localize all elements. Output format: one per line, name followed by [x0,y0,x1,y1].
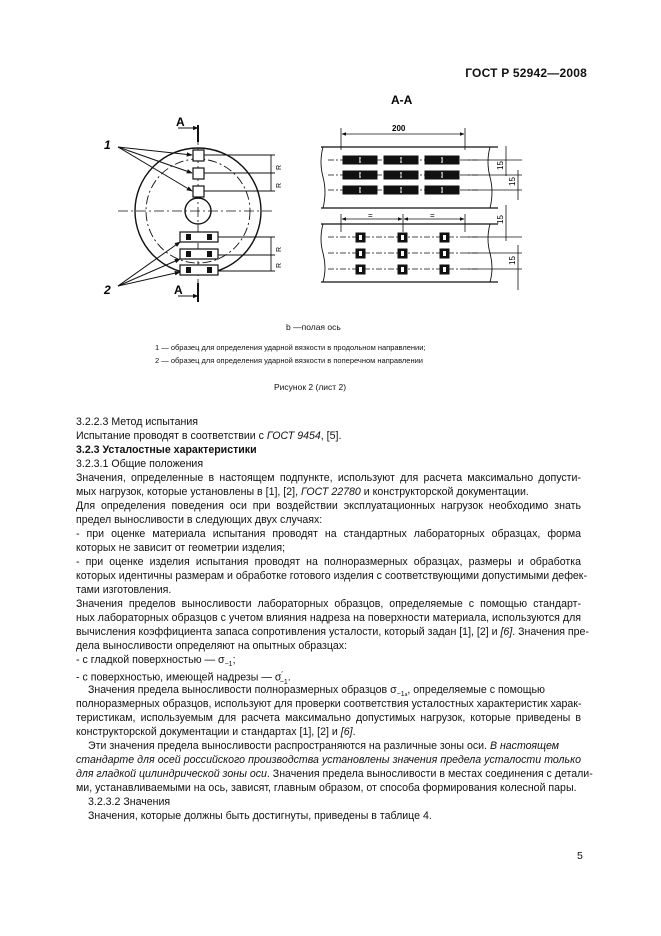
paragraph-line: Испытание проводят в соответствии с ГОСТ 9454, [5]. [76,430,342,442]
paragraph-line: вычисления коэффициента запаса сопротивления усталости, который задан [1], [2] и [6]. Значения пре- [76,626,589,638]
paragraph-line: которых не зависит от геометрии изделия; [76,542,286,554]
section-title: A-A [391,93,413,107]
paragraph-line: предел выносливости в следующих двух случаях: [76,514,323,526]
callout-1: 1 [104,138,111,152]
section-aa [321,128,522,290]
paragraph-line: для гладкой цилиндрической зоны оси. Значения предела выносливости в местах соединения с детали- [76,768,593,780]
paragraph-line: стандарте для осей российского производства установлены значения предела усталости только [76,754,581,766]
paragraph-line: полноразмерных образцов, используют для проверки соответствия усталостных характеристик харак- [76,698,582,710]
dim-15-2: 15 [508,177,517,186]
paragraph-line: дела выносливости определяют на опытных образцах: [76,640,348,652]
dim-r-4: R [276,262,283,268]
dim-15-4: 15 [508,256,517,265]
specimens-longitudinal [193,150,204,197]
list-item: - с поверхностью, имеющей надрезы — $\sigma'_{-1}$. [76,671,291,686]
dim-r-3: R [276,246,283,252]
dim-r-1: R [276,164,283,170]
dim-15-1: 15 [496,161,505,170]
dim-15-3: 15 [496,215,505,224]
list-item: - с гладкой поверхностью — $\sigma_{-1}$; [76,654,236,669]
section-heading-fatigue: 3.2.3 Усталостные характеристики [76,444,257,456]
section-letter-top: A [176,115,185,129]
section-letter-bottom: A [174,283,183,297]
list-item: - при оценке материала испытания проводят на стандартных лабораторных образцах, форма [76,528,581,540]
legend-item-2: 2 — образец для определения ударной вязкости в поперечном направлении [155,356,423,365]
paragraph-line: Значения, которые должны быть достигнуты, приведены в таблице 4. [88,810,432,822]
page-number: 5 [577,850,583,862]
document-header: ГОСТ Р 52942—2008 [465,66,587,80]
paragraph-line: мых нагрузок, которые установлены в [1], [2], ГОСТ 22780 и конструкторской документации. [76,486,529,498]
list-item: - при оценке изделия испытания проводят на полноразмерных образцах, размеры и обработка [76,556,581,568]
dim-eq-1: = [368,211,373,220]
paragraph-line: конструкторской документации и стандартах [1], [2] и [6]. [76,726,356,738]
subsection-heading-values: 3.2.3.2 Значения [88,796,171,808]
paragraph-line: тами изготовления. [76,584,172,596]
paragraph-line: ми, устанавливаемыми на ось, зависят, главным образом, от способа формирования колесной пары. [76,782,577,794]
dim-eq-2: = [430,211,435,220]
paragraph-line: Значения предела выносливости полноразмерных образцов $\sigma_{-1a}$, определяемые с помощью [88,684,545,699]
specimens-transverse [180,232,218,275]
dim-r-2: R [276,182,283,188]
paragraph-line: ных лабораторных образцов с учетом влияния надреза на поверхности материала, используются для [76,612,581,624]
paragraph-line: Значения пределов выносливости лабораторных образцов, определяемые с помощью стандарт- [76,598,581,610]
legend-hollow-axle: b —полая ось [286,322,341,332]
paragraph-line: Эти значения предела выносливости распространяются на различные зоны оси. В настоящем [88,740,560,752]
paragraph-line: Значения, определенные в настоящем подпункте, используют для расчета максимально допусти- [76,472,581,484]
callout-2: 2 [104,283,111,297]
figure-drawing [0,0,661,320]
subsection-heading-method: 3.2.2.3 Метод испытания [76,416,199,428]
legend-item-1: 1 — образец для определения ударной вязкости в продольном направлении; [155,343,426,352]
subsection-heading-general: 3.2.3.1 Общие положения [76,458,204,470]
paragraph-line: Для определения поведения оси при воздействии эксплуатационных нагрузок необходимо знать [76,500,581,512]
paragraph-line: которых идентичны размерам и обработке готового изделия с соответствующими допустимыми дефек- [76,570,587,582]
paragraph-line: теристикам, используемым для расчета максимально допустимых нагрузок, которые приведены в [76,712,581,724]
figure-caption: Рисунок 2 (лист 2) [274,382,347,392]
dim-200: 200 [392,124,406,133]
